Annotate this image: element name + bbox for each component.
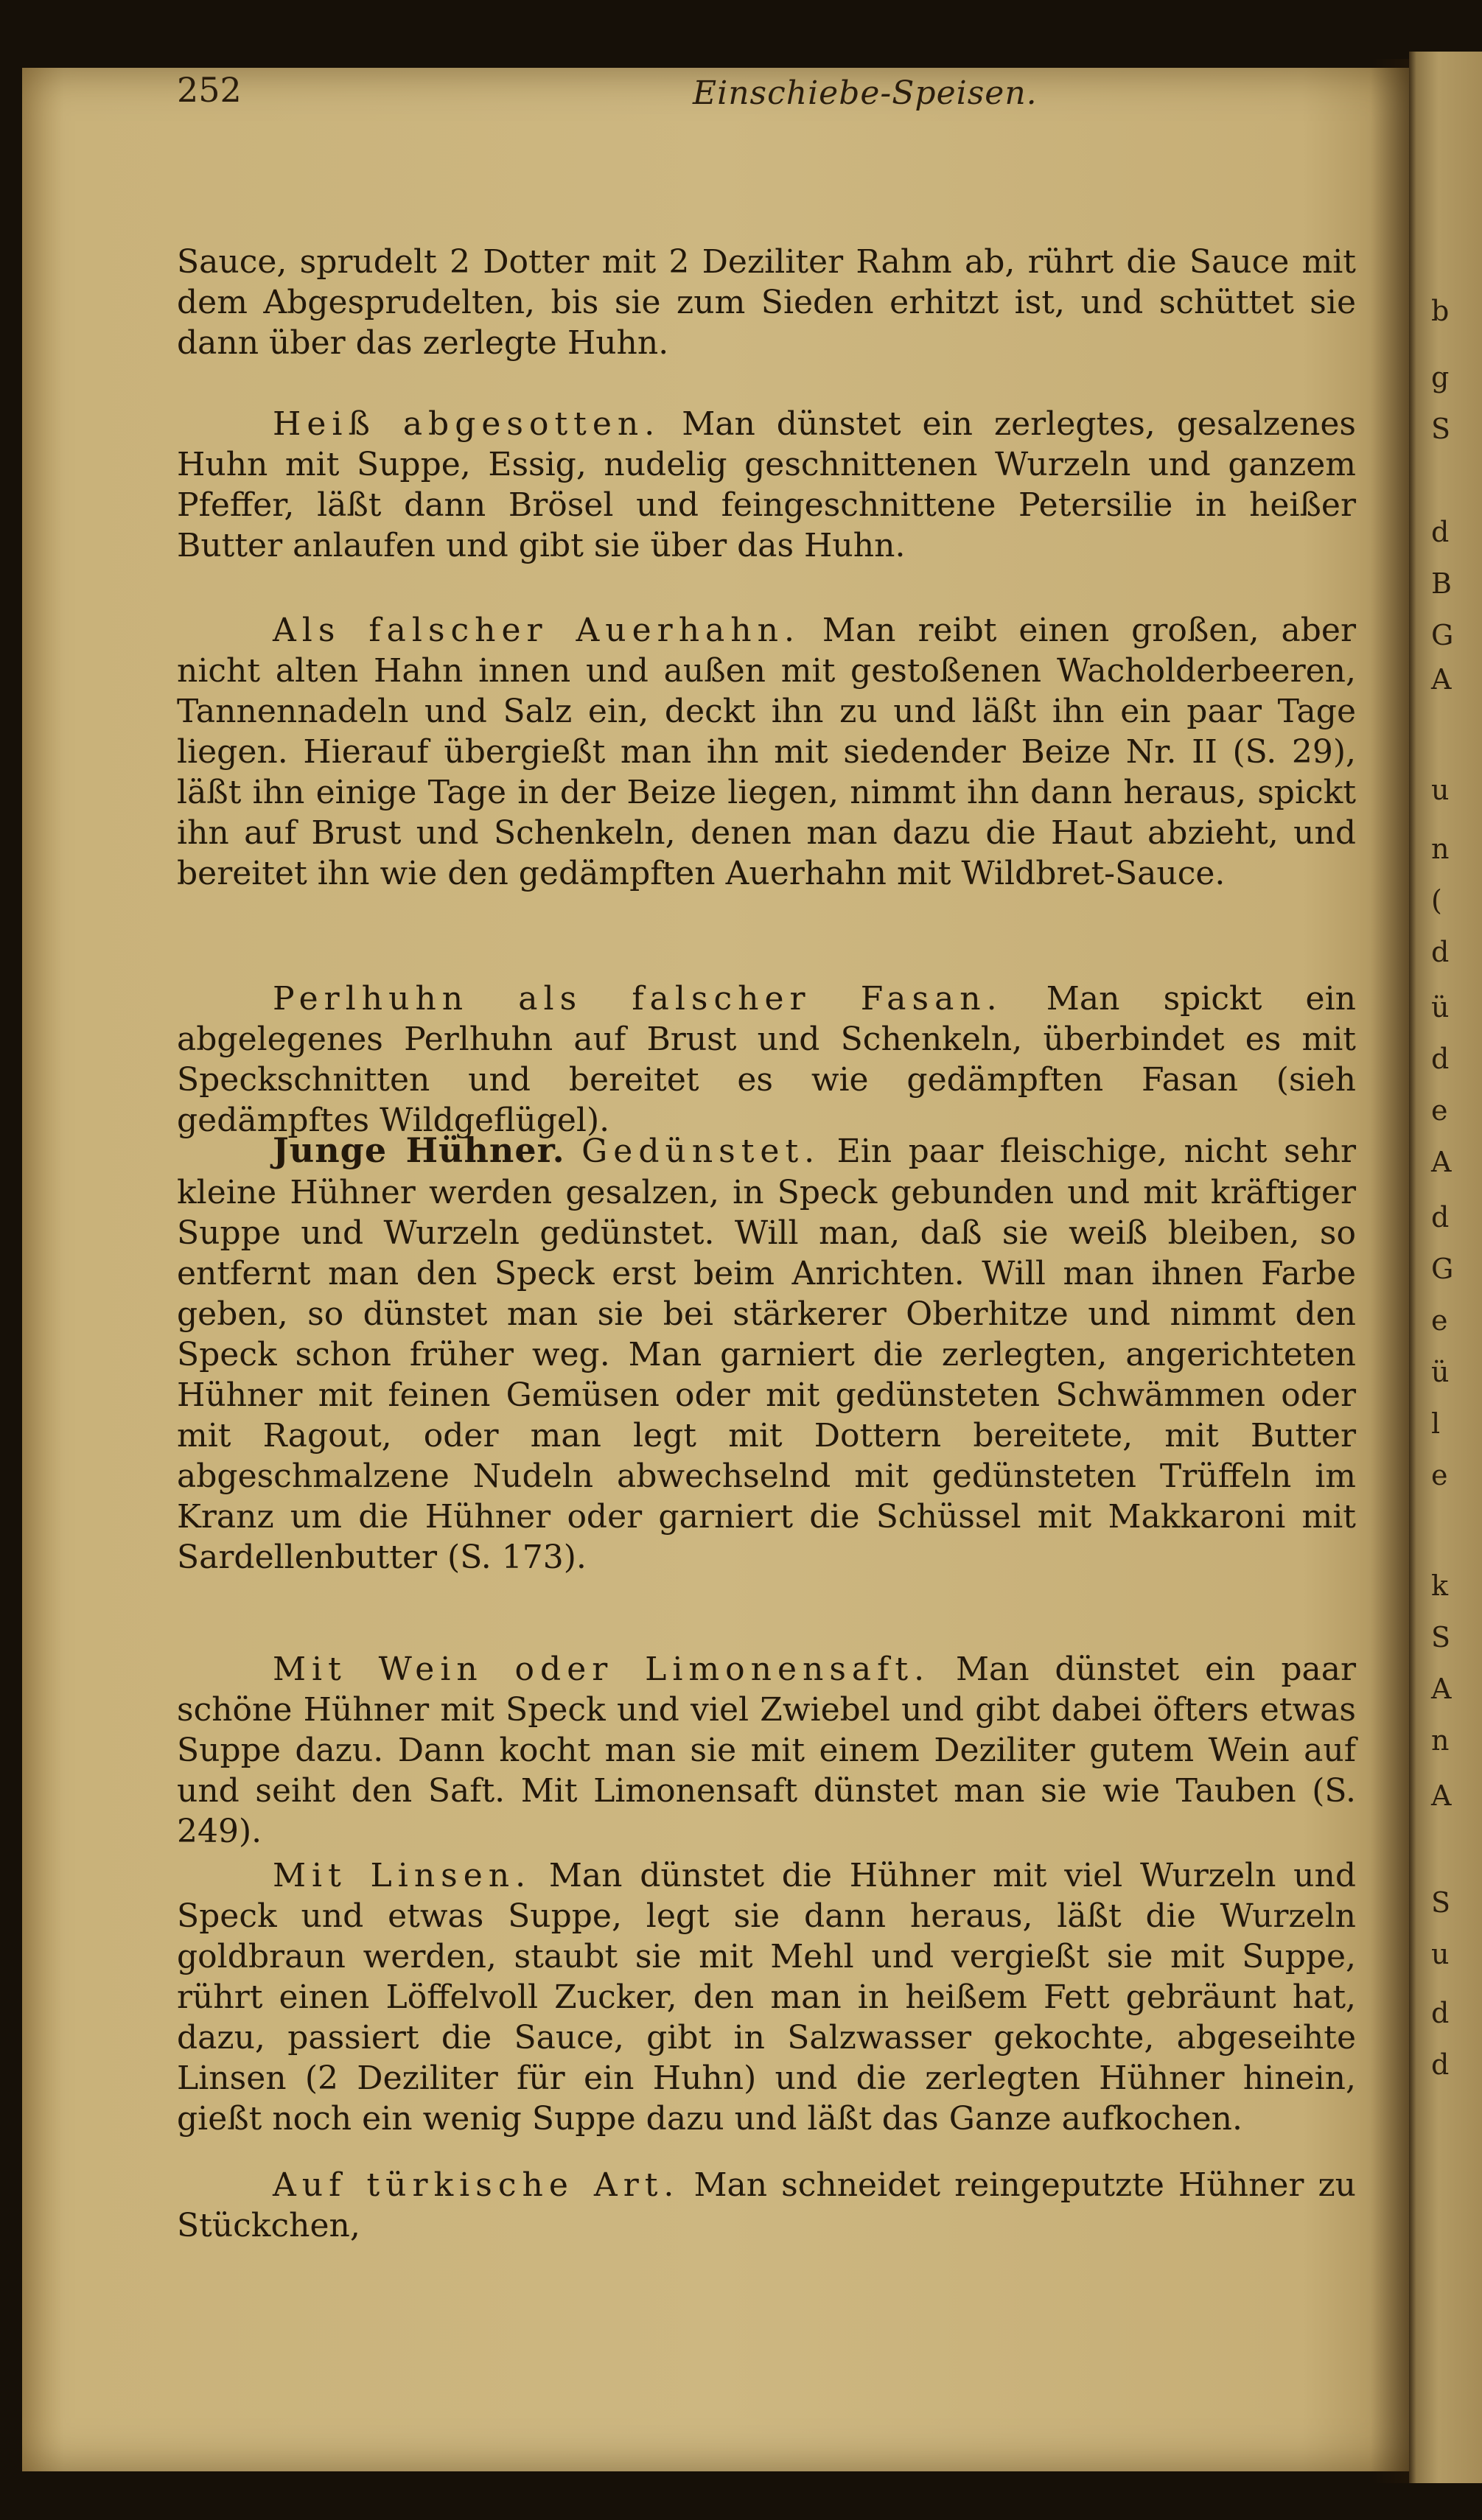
paragraph	[177, 1130, 1356, 1578]
paragraph	[177, 1649, 1356, 1852]
facing-page-fragment: (	[1431, 884, 1442, 917]
recipe-variant-title: Mit Wein oder Limonensaft.	[273, 1651, 931, 1688]
paragraph	[177, 2165, 1356, 2246]
facing-page-fragment: G	[1431, 619, 1454, 651]
facing-page-fragment: e	[1431, 1094, 1448, 1127]
facing-page-fragment: d	[1431, 1201, 1450, 1233]
facing-page-fragment: A	[1431, 1673, 1452, 1705]
facing-page-fragment: ü	[1431, 1356, 1450, 1388]
recipe-variant-title: Auf türkische Art.	[273, 2166, 680, 2204]
paragraph-text: Man reibt einen großen, aber nicht alten Hahn innen und außen mit gestoßenen Wacholderbeeren, Tannennadeln und Salz ein, deckt ihn zu und läßt ihn ein paar Tage liegen. Hierauf übergießt man ihn mit siedender Beize Nr. II (S. 29), läßt ihn einige Tage in der Beize liegen, nimmt ihn dann heraus, spickt ihn auf Brust und Schenkeln, denen man dazu die Haut abzieht, und bereitet ihn wie den gedämpften Auerhahn mit Wildbret-Sauce.	[177, 612, 1356, 892]
facing-page-fragment: g	[1431, 361, 1450, 393]
facing-page-fragment: A	[1431, 1779, 1452, 1812]
facing-page-fragment: b	[1431, 295, 1450, 327]
facing-page-fragment: B	[1431, 567, 1452, 600]
facing-page-edge	[1409, 52, 1482, 2483]
recipe-variant-title: Gedünstet.	[581, 1133, 821, 1170]
facing-page-fragment: d	[1431, 1997, 1450, 2029]
page-number: 252	[177, 70, 242, 110]
recipe-variant-title: Perlhuhn als falscher Fasan.	[273, 980, 1003, 1018]
facing-page-fragment: e	[1431, 1304, 1448, 1337]
facing-page-fragment: l	[1431, 1407, 1441, 1440]
running-head: Einschiebe-Speisen.	[693, 74, 1038, 112]
paragraph-text: Man schneidet reingeputzte Hühner zu Stückchen,	[177, 2166, 1357, 2244]
facing-page-fragment: e	[1431, 1459, 1448, 1491]
paragraph-text: Man spickt ein abgelegenes Perlhuhn auf Brust und Schenkeln, überbindet es mit Speckschnitten und bereitet es wie gedämpften Fasan (sieh gedämpftes Wildgeflügel).	[177, 980, 1357, 1139]
facing-page-fragment: k	[1431, 1569, 1449, 1602]
recipe-variant-title: Als falscher Auerhahn.	[273, 612, 800, 649]
facing-page-fragment: S	[1431, 1886, 1451, 1919]
facing-page-fragment: d	[1431, 1043, 1450, 1075]
facing-page-fragment: u	[1431, 1938, 1450, 1970]
facing-page-fragment: n	[1431, 833, 1450, 865]
facing-page-fragment: ü	[1431, 991, 1450, 1023]
facing-page-fragment: S	[1431, 1621, 1451, 1653]
facing-page-fragment: u	[1431, 774, 1450, 806]
body-text	[177, 242, 1393, 2379]
facing-page-fragment: d	[1431, 2048, 1450, 2081]
facing-page-fragment: n	[1431, 1724, 1450, 1757]
paragraph	[177, 1855, 1356, 2139]
facing-page-fragment: A	[1431, 1146, 1452, 1178]
paragraph	[177, 404, 1356, 566]
paragraph-text: Man dünstet die Hühner mit viel Wurzeln und Speck und etwas Suppe, legt sie dann heraus, läßt die Wurzeln goldbraun werden, staubt sie mit Mehl und vergießt sie mit Suppe, rührt einen Löffelvoll Zucker, den man in heißem Fett gebräunt hat, dazu, passiert die Sauce, gibt in Salzwasser gekochte, abgeseihte Linsen (2 Deziliter für ein Huhn) und die zerlegten Hühner hinein, gießt noch ein wenig Suppe dazu und läßt das Ganze aufkochen.	[177, 1857, 1356, 2138]
facing-page-fragment: d	[1431, 936, 1450, 968]
recipe-variant-title: Mit Linsen.	[273, 1857, 532, 1894]
paragraph-text: Ein paar fleischige, nicht sehr kleine Hühner werden gesalzen, in Speck gebunden und mit kräftiger Suppe und Wurzeln gedünstet. Will man, daß sie weiß bleiben, so entfernt man den Speck erst beim Anrichten. Will man ihnen Farbe geben, so dünstet man sie bei stärkerer Oberhitze und nimmt den Speck schon früher weg. Man garniert die zerlegten, angerichteten Hühner mit feinen Gemüsen oder mit gedünsteten Schwämmen oder mit Ragout, oder man legt mit Dottern bereitete, mit Butter abgeschmalzene Nudeln abwechselnd mit gedünsteten Trüffeln im Kranz um die Hühner oder garniert die Schüssel mit Makkaroni mit Sardellenbutter (S. 173).	[177, 1133, 1356, 1576]
paragraph-text: Man dünstet ein zerlegtes, gesalzenes Huhn mit Suppe, Essig, nudelig geschnittenen Wurzeln und ganzem Pfeffer, läßt dann Brösel und feingeschnittene Petersilie in heißer Butter anlaufen und gibt sie über das Huhn.	[177, 405, 1356, 564]
recipe-variant-title: Heiß abgesotten.	[273, 405, 661, 443]
facing-page-fragment: G	[1431, 1253, 1454, 1285]
paragraph	[177, 610, 1356, 894]
facing-page-fragment: S	[1431, 413, 1451, 445]
facing-page-fragment: d	[1431, 516, 1450, 548]
page-header	[177, 70, 1371, 122]
facing-page-fragment: A	[1431, 663, 1452, 696]
paragraph	[177, 979, 1356, 1141]
paragraph-text: Sauce, sprudelt 2 Dotter mit 2 Deziliter Rahm ab, rührt die Sauce mit dem Abgesprudelten, bis sie zum Sieden erhitzt ist, und schüttet sie dann über das zerlegte Huhn.	[177, 243, 1356, 362]
paragraph	[177, 242, 1356, 363]
section-heading: Junge Hühner.	[273, 1130, 565, 1170]
paragraph-text: Man dünstet ein paar schöne Hühner mit Speck und viel Zwiebel und gibt dabei öfters etwas Suppe dazu. Dann kocht man sie mit einem Deziliter gutem Wein auf und seiht den Saft. Mit Limonensaft dünstet man sie wie Tauben (S. 249).	[177, 1651, 1356, 1850]
